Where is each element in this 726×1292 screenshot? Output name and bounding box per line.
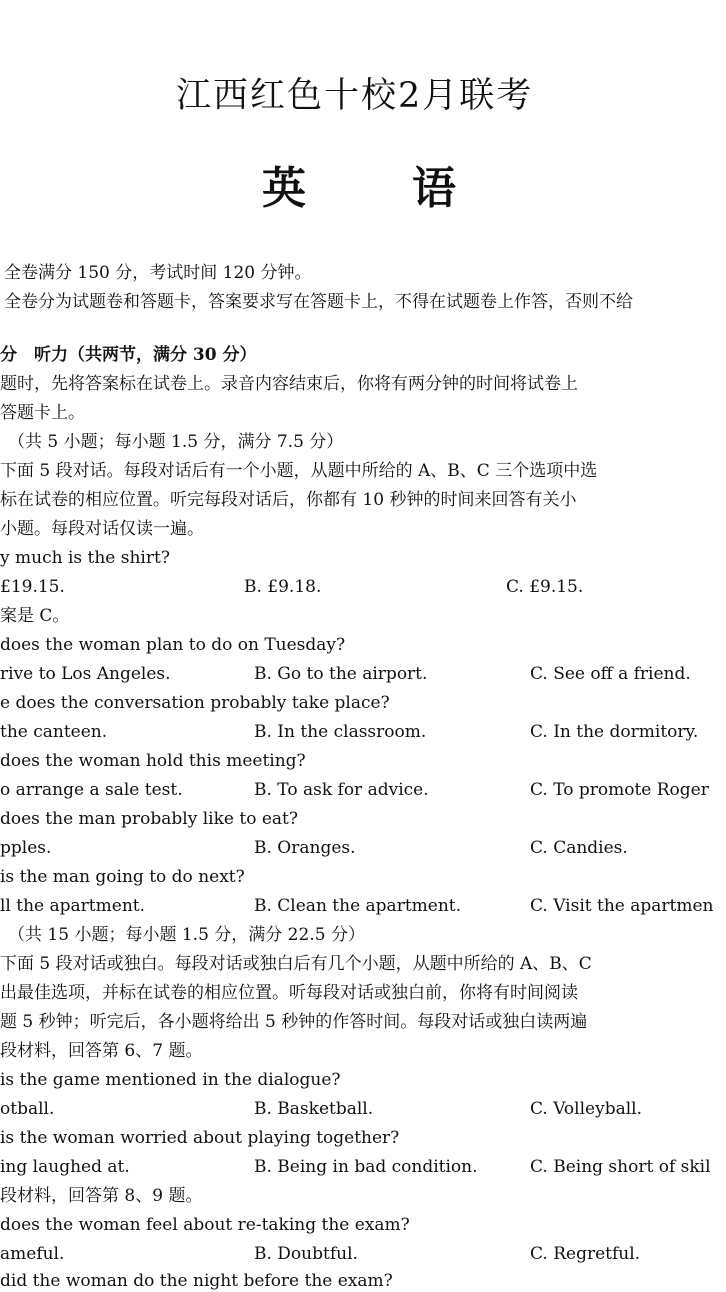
q5-option-b: B. Clean the apartment. (254, 896, 462, 916)
section2-intro-line: 题 5 秒钟；听完后，各小题将给出 5 秒钟的作答时间。每段对话或独白读两遍 (0, 1012, 588, 1032)
section2-intro-line: 下面 5 段对话或独白。每段对话或独白后有几个小题，从题中所给的 A、B、C (0, 954, 592, 974)
q4-option-a: pples. (0, 838, 52, 858)
question-5: is the man going to do next? (0, 867, 245, 887)
section1-heading: （共 5 小题；每小题 1.5 分，满分 7.5 分） (8, 432, 344, 452)
q7-option-c: C. Being short of skil (530, 1157, 711, 1177)
q6-option-b: B. Basketball. (254, 1099, 374, 1119)
question-7: is the woman worried about playing together? (0, 1128, 400, 1148)
q5-option-c: C. Visit the apartmen (530, 896, 714, 916)
question-6: is the game mentioned in the dialogue? (0, 1070, 341, 1090)
note-line: 全卷满分 150 分，考试时间 120 分钟。 (4, 263, 312, 283)
example-option-b: B. £9.18. (244, 577, 322, 597)
q5-option-a: ll the apartment. (0, 896, 145, 916)
q2-option-a: the canteen. (0, 722, 108, 742)
note-line: 全卷分为试题卷和答题卡，答案要求写在答题卡上，不得在试题卷上作答，否则不给 (4, 292, 633, 312)
q8-option-c: C. Regretful. (530, 1244, 641, 1264)
q1-option-b: B. Go to the airport. (254, 664, 428, 684)
subject-char-2: 语 (412, 163, 456, 214)
question-3: does the woman hold this meeting? (0, 751, 306, 771)
question-9: did the woman do the night before the exam? (0, 1271, 393, 1291)
example-answer: 案是 C。 (0, 606, 70, 626)
question-1: does the woman plan to do on Tuesday? (0, 635, 346, 655)
q2-option-b: B. In the classroom. (254, 722, 427, 742)
q7-option-b: B. Being in bad condition. (254, 1157, 478, 1177)
material-2-instruction: 段材料，回答第 8、9 题。 (0, 1186, 203, 1206)
question-4: does the man probably like to eat? (0, 809, 298, 829)
q6-option-c: C. Volleyball. (530, 1099, 642, 1119)
q6-option-a: otball. (0, 1099, 55, 1119)
part1-intro-line: 题时，先将答案标在试卷上。录音内容结束后，你将有两分钟的时间将试卷上 (0, 374, 578, 394)
section1-intro-line: 小题。每段对话仅读一遍。 (0, 519, 204, 539)
subject-char-1: 英 (262, 163, 306, 214)
question-8: does the woman feel about re-taking the exam? (0, 1215, 410, 1235)
part1-intro-line: 答题卡上。 (0, 403, 85, 423)
q8-option-b: B. Doubtful. (254, 1244, 358, 1264)
q3-option-c: C. To promote Roger (530, 780, 709, 800)
part1-heading: 分 听力（共两节，满分 30 分） (0, 345, 257, 365)
q7-option-a: ing laughed at. (0, 1157, 130, 1177)
section1-intro-line: 下面 5 段对话。每段对话后有一个小题，从题中所给的 A、B、C 三个选项中选 (0, 461, 598, 481)
material-1-instruction: 段材料，回答第 6、7 题。 (0, 1041, 203, 1061)
section1-intro-line: 标在试卷的相应位置。听完每段对话后，你都有 10 秒钟的时间来回答有关小 (0, 490, 577, 510)
q4-option-c: C. Candies. (530, 838, 628, 858)
section2-heading: （共 15 小题；每小题 1.5 分，满分 22.5 分） (8, 925, 365, 945)
q2-option-c: C. In the dormitory. (530, 722, 699, 742)
q1-option-a: rive to Los Angeles. (0, 664, 171, 684)
example-question: y much is the shirt? (0, 548, 170, 568)
question-2: e does the conversation probably take place? (0, 693, 390, 713)
example-option-c: C. £9.15. (506, 577, 584, 597)
q3-option-a: o arrange a sale test. (0, 780, 183, 800)
q4-option-b: B. Oranges. (254, 838, 356, 858)
example-option-a: £19.15. (0, 577, 65, 597)
section2-intro-line: 出最佳选项，并标在试卷的相应位置。听每段对话或独白前，你将有时间阅读 (0, 983, 578, 1003)
exam-title: 江西红色十校2月联考 (176, 76, 534, 116)
q1-option-c: C. See off a friend. (530, 664, 691, 684)
q8-option-a: ameful. (0, 1244, 65, 1264)
q3-option-b: B. To ask for advice. (254, 780, 429, 800)
